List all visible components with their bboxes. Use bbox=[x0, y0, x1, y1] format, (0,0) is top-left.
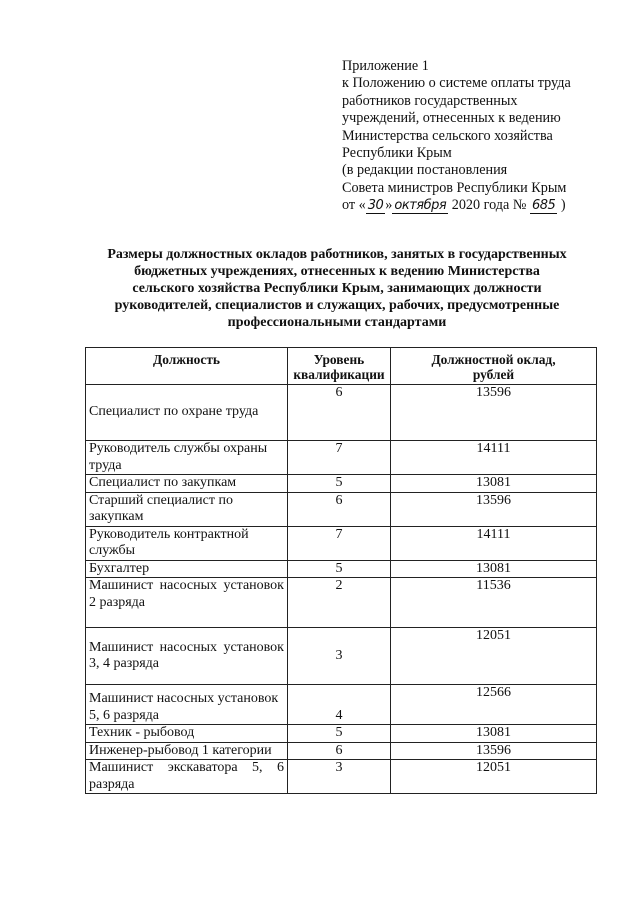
appendix-header bbox=[342, 58, 632, 215]
cell-position: Бухгалтер bbox=[86, 560, 288, 578]
salary-table bbox=[85, 347, 597, 794]
cell-level: 6 bbox=[288, 492, 391, 526]
cell-level: 3 bbox=[288, 628, 391, 685]
date-month: октября bbox=[394, 198, 447, 214]
cell-salary: 13081 bbox=[391, 475, 597, 493]
table-row bbox=[86, 742, 597, 760]
table-row bbox=[86, 560, 597, 578]
cell-level: 6 bbox=[288, 385, 391, 441]
date-year: 2020 года № bbox=[451, 197, 527, 214]
header-salary bbox=[391, 348, 597, 385]
cell-level: 5 bbox=[288, 475, 391, 493]
resolution-date-line bbox=[342, 197, 632, 214]
table-row bbox=[86, 760, 597, 794]
table-row bbox=[86, 578, 597, 628]
document-title bbox=[82, 246, 592, 331]
title-line: сельского хозяйства Республики Крым, занимающих должности bbox=[132, 281, 542, 296]
header-level-line1: Уровень bbox=[313, 352, 365, 367]
date-day: 30 bbox=[367, 198, 384, 214]
cell-position: Машинист экскаватора 5, 6 разряда bbox=[86, 760, 288, 794]
cell-salary: 13596 bbox=[391, 742, 597, 760]
cell-salary: 14111 bbox=[391, 441, 597, 475]
table-row bbox=[86, 441, 597, 475]
cell-position: Специалист по закупкам bbox=[86, 475, 288, 493]
cell-salary: 13596 bbox=[391, 492, 597, 526]
cell-position: Машинист насосных установок 5, 6 разряда bbox=[86, 685, 288, 725]
table-row bbox=[86, 725, 597, 743]
doc-number: 685 bbox=[531, 198, 556, 214]
appendix-line: Республики Крым bbox=[342, 145, 452, 162]
table-row bbox=[86, 526, 597, 560]
cell-position: Техник - рыбовод bbox=[86, 725, 288, 743]
appendix-line: к Положению о системе оплаты труда bbox=[342, 75, 571, 92]
cell-salary: 11536 bbox=[391, 578, 597, 628]
appendix-line: Совета министров Республики Крым bbox=[342, 179, 567, 196]
cell-salary: 12051 bbox=[391, 628, 597, 685]
title-line: бюджетных учреждениях, отнесенных к ведению Министерства bbox=[134, 264, 540, 279]
table-row bbox=[86, 685, 597, 725]
title-line: профессиональными стандартами bbox=[227, 315, 447, 330]
cell-level: 2 bbox=[288, 578, 391, 628]
cell-level: 7 bbox=[288, 441, 391, 475]
cell-level: 3 bbox=[288, 760, 391, 794]
table-header-row bbox=[86, 348, 597, 385]
cell-position: Руководитель контрактной службы bbox=[86, 526, 288, 560]
cell-salary: 14111 bbox=[391, 526, 597, 560]
cell-level: 5 bbox=[288, 560, 391, 578]
title-line: Размеры должностных окладов работников, занятых в государственных bbox=[107, 247, 567, 262]
cell-level: 5 bbox=[288, 725, 391, 743]
cell-salary: 12566 bbox=[391, 685, 597, 725]
title-line: руководителей, специалистов и служащих, рабочих, предусмотренные bbox=[114, 298, 560, 313]
appendix-line: (в редакции постановления bbox=[342, 162, 508, 179]
cell-position: Инженер-рыбовод 1 категории bbox=[86, 742, 288, 760]
table-row bbox=[86, 475, 597, 493]
cell-level: 7 bbox=[288, 526, 391, 560]
appendix-line: учреждений, отнесенных к ведению bbox=[342, 110, 561, 127]
table-row bbox=[86, 385, 597, 441]
cell-level: 4 bbox=[288, 685, 391, 725]
appendix-line: работников государственных bbox=[342, 92, 518, 109]
appendix-line: Министерства сельского хозяйства bbox=[342, 127, 553, 144]
cell-salary: 13081 bbox=[391, 725, 597, 743]
header-salary-line2: рублей bbox=[472, 367, 515, 382]
cell-salary: 12051 bbox=[391, 760, 597, 794]
header-salary-line1: Должностной оклад, bbox=[431, 352, 556, 367]
table-row bbox=[86, 628, 597, 685]
cell-level: 6 bbox=[288, 742, 391, 760]
cell-position: Машинист насосных установок 3, 4 разряда bbox=[86, 628, 288, 685]
cell-salary: 13081 bbox=[391, 560, 597, 578]
table-row bbox=[86, 492, 597, 526]
date-mid: » bbox=[385, 197, 393, 214]
cell-position: Специалист по охране труда bbox=[86, 385, 288, 441]
header-level-line2: квалификации bbox=[293, 367, 385, 382]
cell-salary: 13596 bbox=[391, 385, 597, 441]
cell-position: Руководитель службы охраны труда bbox=[86, 441, 288, 475]
date-prefix: от « bbox=[342, 197, 366, 214]
appendix-line: Приложение 1 bbox=[342, 58, 429, 74]
date-suffix: ) bbox=[560, 197, 566, 214]
cell-position: Машинист насосных установок 2 разряда bbox=[86, 578, 288, 628]
header-level bbox=[288, 348, 391, 385]
header-position: Должность bbox=[86, 348, 288, 385]
cell-position: Старший специалист по закупкам bbox=[86, 492, 288, 526]
